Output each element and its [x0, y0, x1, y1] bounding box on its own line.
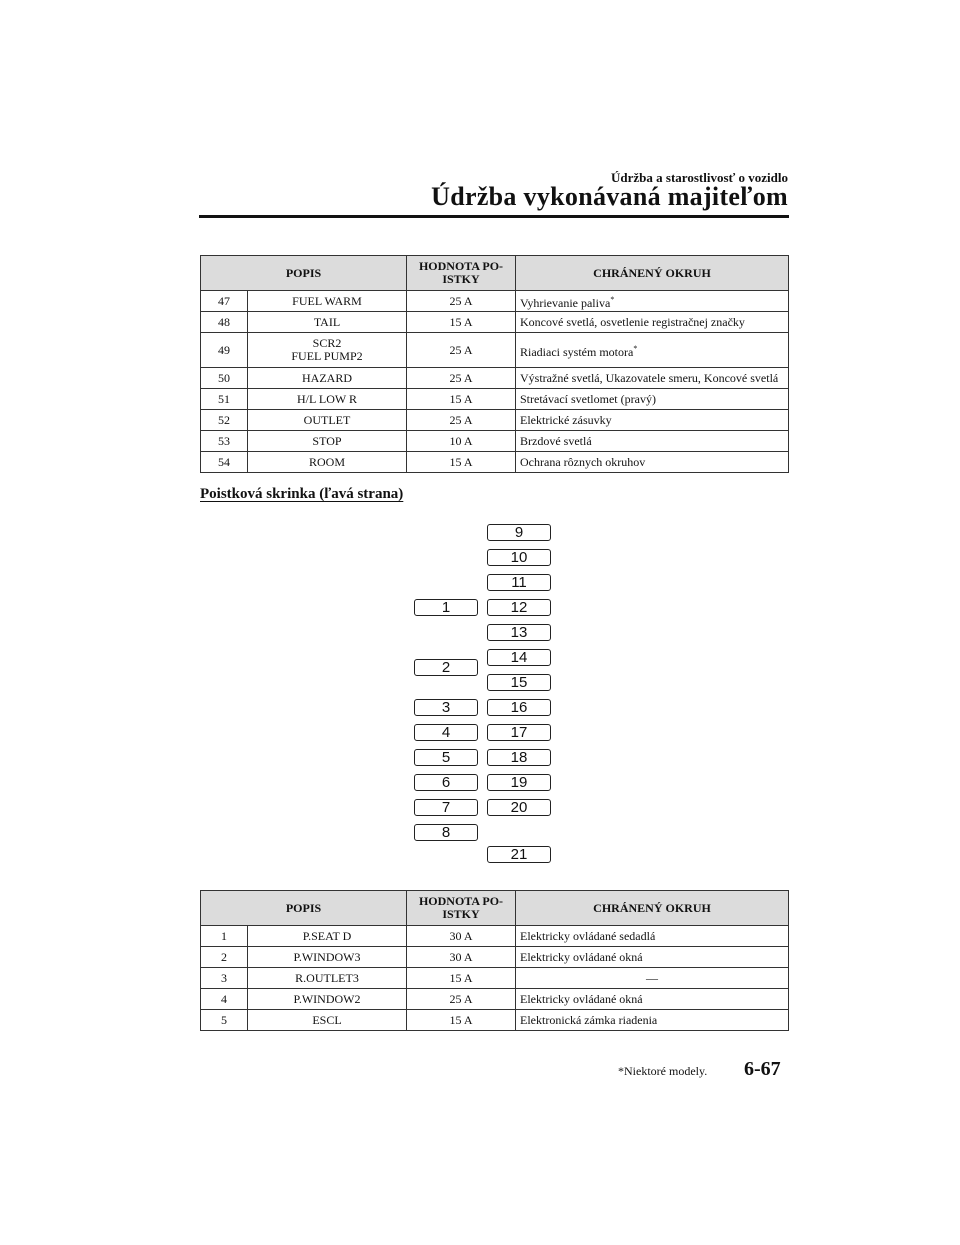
- header-okruh: CHRÁNENÝ OKRUH: [516, 891, 789, 926]
- fuse-slot-13: 13: [487, 624, 551, 641]
- fuse-circuit: Elektricky ovládané okná: [516, 989, 789, 1010]
- table-row: [201, 989, 789, 1010]
- fuse-slot-17: 17: [487, 724, 551, 741]
- fuse-slot-6: 6: [414, 774, 478, 791]
- header-hodnota: [407, 891, 516, 926]
- header-popis: POPIS: [201, 256, 407, 291]
- fuse-rating: 15 A: [407, 968, 516, 989]
- fuse-slot-3: 3: [414, 699, 478, 716]
- fuse-number: 50: [201, 368, 248, 389]
- fuse-name: ROOM: [248, 452, 407, 473]
- fuse-name: TAIL: [248, 312, 407, 333]
- fuse-circuit: Koncové svetlá, osvetlenie registračnej značky: [516, 312, 789, 333]
- table-row: [201, 312, 789, 333]
- footnote-star: *: [633, 343, 638, 353]
- fuse-number: 5: [201, 1010, 248, 1031]
- fuse-number: 53: [201, 431, 248, 452]
- fuse-circuit: —: [516, 968, 789, 989]
- footnote-star: *: [610, 294, 615, 304]
- header-okruh: CHRÁNENÝ OKRUH: [516, 256, 789, 291]
- header-hodnota: [407, 256, 516, 291]
- table-header-row: [201, 891, 789, 926]
- fuse-rating: 25 A: [407, 291, 516, 312]
- fuse-rating: 25 A: [407, 368, 516, 389]
- table-row: [201, 1010, 789, 1031]
- fuse-rating: 30 A: [407, 947, 516, 968]
- fuse-slot-5: 5: [414, 749, 478, 766]
- fuse-circuit: Výstražné svetlá, Ukazovatele smeru, Koncové svetlá: [516, 368, 789, 389]
- fuse-circuit: Elektricky ovládané okná: [516, 947, 789, 968]
- table-header-row: [201, 256, 789, 291]
- fuse-number: 3: [201, 968, 248, 989]
- fuse-slot-16: 16: [487, 699, 551, 716]
- fuse-circuit: [516, 291, 789, 312]
- fuse-rating: 15 A: [407, 452, 516, 473]
- fuse-circuit: Elektrické zásuvky: [516, 410, 789, 431]
- table-row: [201, 452, 789, 473]
- fuse-table-lower: [200, 890, 789, 1031]
- fuse-circuit: [516, 333, 789, 368]
- table-row: [201, 968, 789, 989]
- fuse-slot-20: 20: [487, 799, 551, 816]
- table-row: [201, 333, 789, 368]
- fuse-slot-1: 1: [414, 599, 478, 616]
- fuse-slot-4: 4: [414, 724, 478, 741]
- fuse-number: 4: [201, 989, 248, 1010]
- header-popis: POPIS: [201, 891, 407, 926]
- fuse-name: OUTLET: [248, 410, 407, 431]
- fuse-circuit: Brzdové svetlá: [516, 431, 789, 452]
- fuse-rating: 10 A: [407, 431, 516, 452]
- fuse-number: 54: [201, 452, 248, 473]
- fuse-name: FUEL WARM: [248, 291, 407, 312]
- fuse-slot-15: 15: [487, 674, 551, 691]
- fuse-circuit: Stretávací svetlomet (pravý): [516, 389, 789, 410]
- fuse-name: P.SEAT D: [248, 926, 407, 947]
- fuse-name-line2: FUEL PUMP2: [291, 349, 363, 363]
- fuse-slot-18: 18: [487, 749, 551, 766]
- fuse-number: 1: [201, 926, 248, 947]
- fuse-name: STOP: [248, 431, 407, 452]
- footnote: *Niektoré modely.: [618, 1064, 708, 1078]
- fuse-rating: 15 A: [407, 1010, 516, 1031]
- fuse-number: 51: [201, 389, 248, 410]
- fuse-slot-19: 19: [487, 774, 551, 791]
- fuse-number: 47: [201, 291, 248, 312]
- fuse-slot-21: 21: [487, 846, 551, 863]
- fuse-number: 49: [201, 333, 248, 368]
- header-hodnota-line1: HODNOTA PO-: [418, 894, 504, 908]
- fuse-name: H/L LOW R: [248, 389, 407, 410]
- fuse-circuit: Elektricky ovládané sedadlá: [516, 926, 789, 947]
- fuse-name: R.OUTLET3: [248, 968, 407, 989]
- fuse-table-upper: [200, 255, 789, 473]
- page-title: Údržba vykonávaná majiteľom: [431, 182, 788, 211]
- fuse-name: [248, 333, 407, 368]
- header-hodnota-line1: HODNOTA PO-: [418, 259, 504, 273]
- fuse-slot-7: 7: [414, 799, 478, 816]
- circuit-text: Vyhrievanie paliva: [520, 295, 611, 310]
- fuse-number: 2: [201, 947, 248, 968]
- fuse-slot-12: 12: [487, 599, 551, 616]
- fuse-rating: 30 A: [407, 926, 516, 947]
- fuse-slot-14: 14: [487, 649, 551, 666]
- fuse-rating: 15 A: [407, 389, 516, 410]
- chapter-subtitle: Údržba a starostlivosť o vozidlo: [611, 170, 788, 185]
- table-row: [201, 389, 789, 410]
- fuse-circuit: Elektronická zámka riadenia: [516, 1010, 789, 1031]
- header-hodnota-line2: ISTKY: [442, 272, 480, 286]
- fuse-name: P.WINDOW2: [248, 989, 407, 1010]
- fuse-slot-10: 10: [487, 549, 551, 566]
- circuit-text: Riadiaci systém motora: [520, 344, 634, 359]
- fuse-slot-9: 9: [487, 524, 551, 541]
- fuse-number: 52: [201, 410, 248, 431]
- fuse-rating: 25 A: [407, 410, 516, 431]
- table-row: [201, 291, 789, 312]
- fuse-number: 48: [201, 312, 248, 333]
- table-row: [201, 410, 789, 431]
- fuse-rating: 15 A: [407, 312, 516, 333]
- page-number: 6-67: [744, 1058, 781, 1080]
- fuse-rating: 25 A: [407, 333, 516, 368]
- table-row: [201, 431, 789, 452]
- fuse-rating: 25 A: [407, 989, 516, 1010]
- fuse-slot-2: 2: [414, 659, 478, 676]
- table-row: [201, 368, 789, 389]
- fuse-name: P.WINDOW3: [248, 947, 407, 968]
- fuse-slot-8: 8: [414, 824, 478, 841]
- fuse-name: ESCL: [248, 1010, 407, 1031]
- fuse-name: HAZARD: [248, 368, 407, 389]
- section-title: Poistková skrinka (ľavá strana): [200, 486, 404, 502]
- header-hodnota-line2: ISTKY: [442, 907, 480, 921]
- table-row: [201, 947, 789, 968]
- table-row: [201, 926, 789, 947]
- header-rule: [199, 215, 789, 218]
- fuse-circuit: Ochrana rôznych okruhov: [516, 452, 789, 473]
- fuse-slot-11: 11: [487, 574, 551, 591]
- fuse-name-line1: SCR2: [312, 336, 342, 350]
